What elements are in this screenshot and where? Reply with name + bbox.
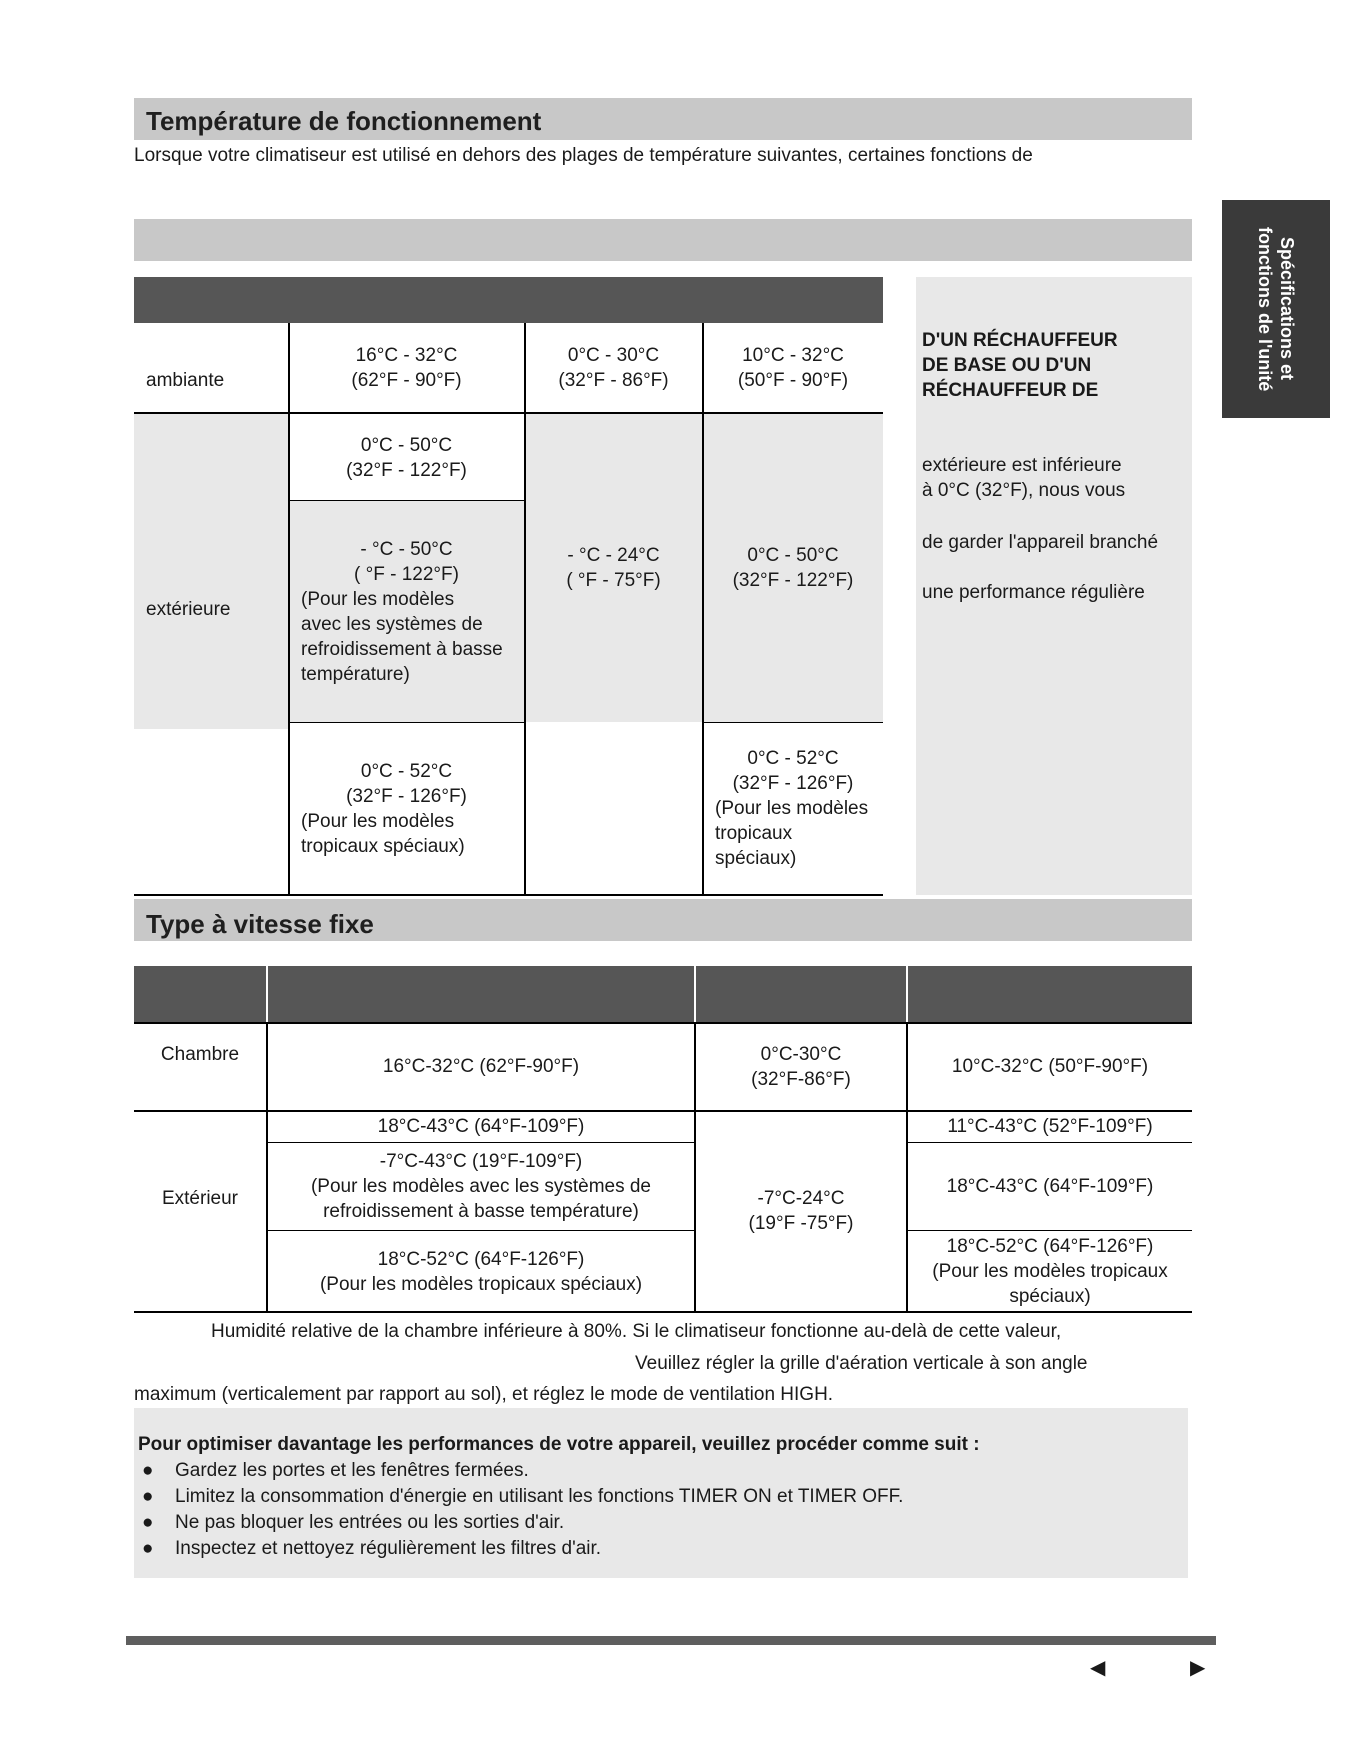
table1-hline: [134, 412, 883, 414]
tips-heading: Pour optimiser davantage les performances de votre appareil, veuillez procéder comme suit :: [138, 1434, 980, 1455]
table2-exterieur-c3b: 18°C-43°C (64°F-109°F): [946, 1176, 1154, 1197]
side-tab-specifications[interactable]: [1222, 200, 1330, 418]
table1-exterieure-c1b: - °C - 50°C ( °F - 122°F) (Pour les modèles avec les systèmes de refroidissement à basse température): [301, 539, 503, 685]
side-note-line: à 0°C (32°F), nous vous: [922, 480, 1126, 501]
table2-exterieur-c1b: -7°C-43°C (19°F-109°F) (Pour les modèles avec les systèmes de refroidissement à basse température): [310, 1151, 652, 1222]
table1-exterieure-c3: 0°C - 50°C (32°F - 122°F): [732, 545, 854, 591]
table2-exterieur-c1a: 18°C-43°C (64°F-109°F): [377, 1116, 585, 1137]
table1-exterieure-c2: - °C - 24°C ( °F - 75°F): [566, 545, 661, 591]
table2-hline: [134, 1022, 1192, 1024]
table2-label-chambre: Chambre: [160, 1044, 240, 1065]
table1-label-ambiante: ambiante: [146, 370, 225, 391]
tip-item: ● Limitez la consommation d'énergie en utilisant les fonctions TIMER ON et TIMER OFF.: [134, 1484, 903, 1510]
table2-chambre-c3: 10°C-32°C (50°F-90°F): [951, 1056, 1149, 1077]
table2-header-divider: [266, 966, 268, 1022]
table1-ambiante-c2: 0°C - 30°C (32°F - 86°F): [558, 345, 669, 391]
table1-ambiante-c1: 16°C - 32°C (62°F - 90°F): [351, 345, 462, 391]
humidity-note-line2: Veuillez régler la grille d'aération verticale à son angle: [635, 1353, 1088, 1374]
table1-tropical-c1: 0°C - 52°C (32°F - 126°F) (Pour les modèles tropicaux spéciaux): [301, 761, 467, 857]
table2-header-divider: [694, 966, 696, 1022]
tip-item: ● Ne pas bloquer les entrées ou les sorties d'air.: [134, 1510, 903, 1536]
table2-header: [134, 966, 1192, 1022]
subsection-bar: [134, 219, 1192, 261]
tips-box: [134, 1408, 1188, 1578]
table2-header-divider: [906, 966, 908, 1022]
table2-exterieur-c2: -7°C-24°C (19°F -75°F): [748, 1188, 854, 1234]
section-title-fixed-speed: Type à vitesse fixe: [146, 909, 374, 939]
table1-exterieure-c1a: 0°C - 50°C (32°F - 122°F): [346, 435, 467, 481]
side-note-line: extérieure est inférieure: [922, 455, 1122, 476]
table2-exterieur-c1c: 18°C-52°C (64°F-126°F) (Pour les modèles tropicaux spéciaux): [319, 1249, 643, 1295]
tip-item: ● Gardez les portes et les fenêtres fermées.: [134, 1458, 903, 1484]
side-tab-line2: fonctions de l'unité: [1255, 226, 1275, 392]
tip-item: ● Inspectez et nettoyez régulièrement les filtres d'air.: [134, 1536, 903, 1562]
table1-header: [134, 277, 883, 323]
side-tab-line1: Spécifications et: [1277, 237, 1297, 381]
table2-chambre-c1: 16°C-32°C (62°F-90°F): [382, 1056, 580, 1077]
bullet-icon: ●: [142, 1486, 154, 1507]
bullet-icon: ●: [142, 1538, 154, 1559]
table2-hline: [908, 1230, 1192, 1231]
table1-tropical-c3: 0°C - 52°C (32°F - 126°F) (Pour les modèles tropicaux spéciaux): [715, 748, 869, 869]
prev-page-icon[interactable]: ◀: [1090, 1657, 1106, 1679]
footer-rule: [126, 1636, 1216, 1645]
table1-hline: [289, 722, 524, 723]
table1-label-shade: [134, 413, 288, 729]
table2-exterieur-c3a: 11°C-43°C (52°F-109°F): [947, 1116, 1153, 1137]
side-note-line: de garder l'appareil branché: [922, 532, 1159, 553]
table2-hline: [134, 1110, 1192, 1112]
side-note-line: une performance régulière: [922, 582, 1145, 603]
bullet-icon: ●: [142, 1512, 154, 1533]
table1-vline: [524, 323, 526, 895]
humidity-note-line1: Humidité relative de la chambre inférieure à 80%. Si le climatiseur fonctionne au-delà de cette valeur,: [211, 1321, 1062, 1342]
table1-bottom-line: [134, 894, 883, 896]
table2-hline: [908, 1142, 1192, 1143]
table2-hline: [268, 1142, 694, 1143]
humidity-note-line3: maximum (verticalement par rapport au sol), et réglez le mode de ventilation HIGH.: [134, 1384, 834, 1405]
section-intro: Lorsque votre climatiseur est utilisé en dehors des plages de température suivantes, certaines fonctions de: [134, 145, 1033, 166]
bullet-icon: ●: [142, 1460, 154, 1481]
side-note-bold: D'UN RÉCHAUFFEUR DE BASE OU D'UN RÉCHAUFFEUR DE: [922, 330, 1118, 401]
next-page-icon[interactable]: ▶: [1190, 1657, 1206, 1679]
table2-chambre-c2: 0°C-30°C (32°F-86°F): [751, 1044, 851, 1090]
table1-label-exterieure: extérieure: [146, 599, 231, 620]
tips-list: [134, 1458, 903, 1562]
table2-hline: [268, 1230, 694, 1231]
table1-hline: [289, 500, 524, 501]
table2-bottom-line: [134, 1311, 1192, 1313]
table2-label-exterieur: Extérieur: [161, 1188, 239, 1209]
table1-ambiante-c3: 10°C - 32°C (50°F - 90°F): [737, 345, 849, 391]
table2-exterieur-c3c: 18°C-52°C (64°F-126°F) (Pour les modèles tropicaux spéciaux): [932, 1236, 1168, 1307]
section-title-operating-temperature: Température de fonctionnement: [146, 106, 542, 136]
table1-hline: [703, 722, 883, 723]
